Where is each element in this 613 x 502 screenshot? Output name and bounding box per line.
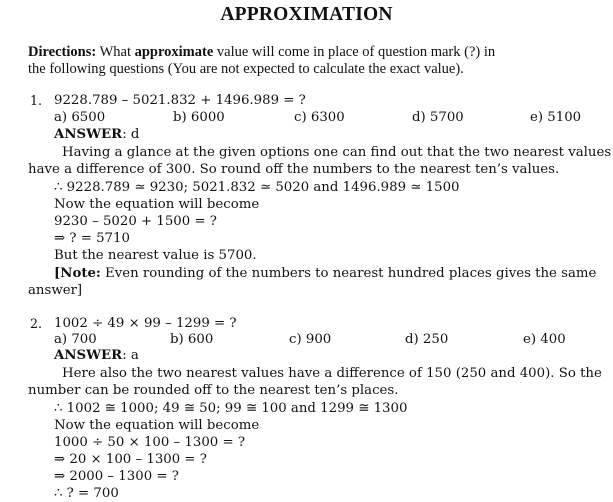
q2-now: Now the equation will become: [54, 418, 260, 433]
q1-explanation-line-2: have a difference of 300. So round off the numbers to the nearest ten’s values.: [28, 162, 560, 177]
q1-step-2: ⇒ ? = 5710: [54, 231, 130, 246]
directions-text-2: value will come in place of question mark (?) in: [213, 44, 496, 60]
q1-option-c: c) 6300: [294, 110, 345, 125]
q2-step-3: ⇒ 2000 – 1300 = ?: [54, 469, 179, 484]
q2-option-c: c) 900: [289, 332, 332, 347]
directions-line-1: [28, 44, 495, 60]
q2-rounding: ∴ 1002 ≅ 1000; 49 ≅ 50; 99 ≅ 100 and 1299 ≅ 1300: [54, 401, 408, 416]
q2-step-4: ∴ ? = 700: [54, 486, 119, 501]
q1-note-line-2: answer]: [28, 283, 83, 298]
q2-option-a: a) 700: [54, 332, 97, 347]
q2-answer: [54, 348, 139, 364]
q1-note-line-1: [54, 266, 596, 282]
q1-explanation-line-1: Having a glance at the given options one can find out that the two nearest values: [62, 145, 612, 160]
q1-note-text: Even rounding of the numbers to nearest hundred places gives the same: [100, 266, 597, 281]
q2-expression: 1002 ÷ 49 × 99 – 1299 = ?: [54, 316, 237, 331]
q1-answer-value: : d: [122, 127, 140, 142]
directions-line-2: the following questions (You are not expected to calculate the exact value).: [28, 61, 464, 77]
q2-answer-label: ANSWER: [54, 348, 123, 363]
q1-note-label: [Note:: [54, 266, 101, 281]
q1-number: 1.: [30, 93, 43, 108]
q1-option-d: d) 5700: [412, 110, 464, 125]
q1-expression: 9228.789 – 5021.832 + 1496.989 = ?: [54, 93, 306, 108]
q2-option-b: b) 600: [170, 332, 214, 347]
q1-option-a: a) 6500: [54, 110, 106, 125]
directions-text-1: What: [96, 44, 135, 60]
q1-option-b: b) 6000: [173, 110, 225, 125]
q1-rounding: ∴ 9228.789 ≃ 9230; 5021.832 ≃ 5020 and 1496.989 ≃ 1500: [54, 180, 460, 195]
q1-option-e: e) 5100: [530, 110, 582, 125]
directions-label: Directions:: [28, 44, 97, 60]
q1-answer: [54, 127, 139, 143]
q2-option-d: d) 250: [405, 332, 449, 347]
q2-number: 2.: [30, 316, 43, 331]
q1-answer-label: ANSWER: [54, 127, 123, 142]
q1-nearest: But the nearest value is 5700.: [54, 248, 257, 263]
directions-bold-word: approximate: [134, 44, 214, 60]
q2-option-e: e) 400: [523, 332, 566, 347]
q2-explanation-line-2: number can be rounded off to the nearest ten’s places.: [28, 383, 399, 398]
page-title: APPROXIMATION: [220, 4, 393, 25]
q2-answer-value: : a: [122, 348, 139, 363]
q2-step-2: ⇒ 20 × 100 – 1300 = ?: [54, 452, 207, 467]
q2-step-1: 1000 ÷ 50 × 100 – 1300 = ?: [54, 435, 245, 450]
q1-now: Now the equation will become: [54, 197, 260, 212]
q1-step-1: 9230 – 5020 + 1500 = ?: [54, 214, 217, 229]
q2-explanation-line-1: Here also the two nearest values have a difference of 150 (250 and 400). So the: [62, 366, 602, 381]
